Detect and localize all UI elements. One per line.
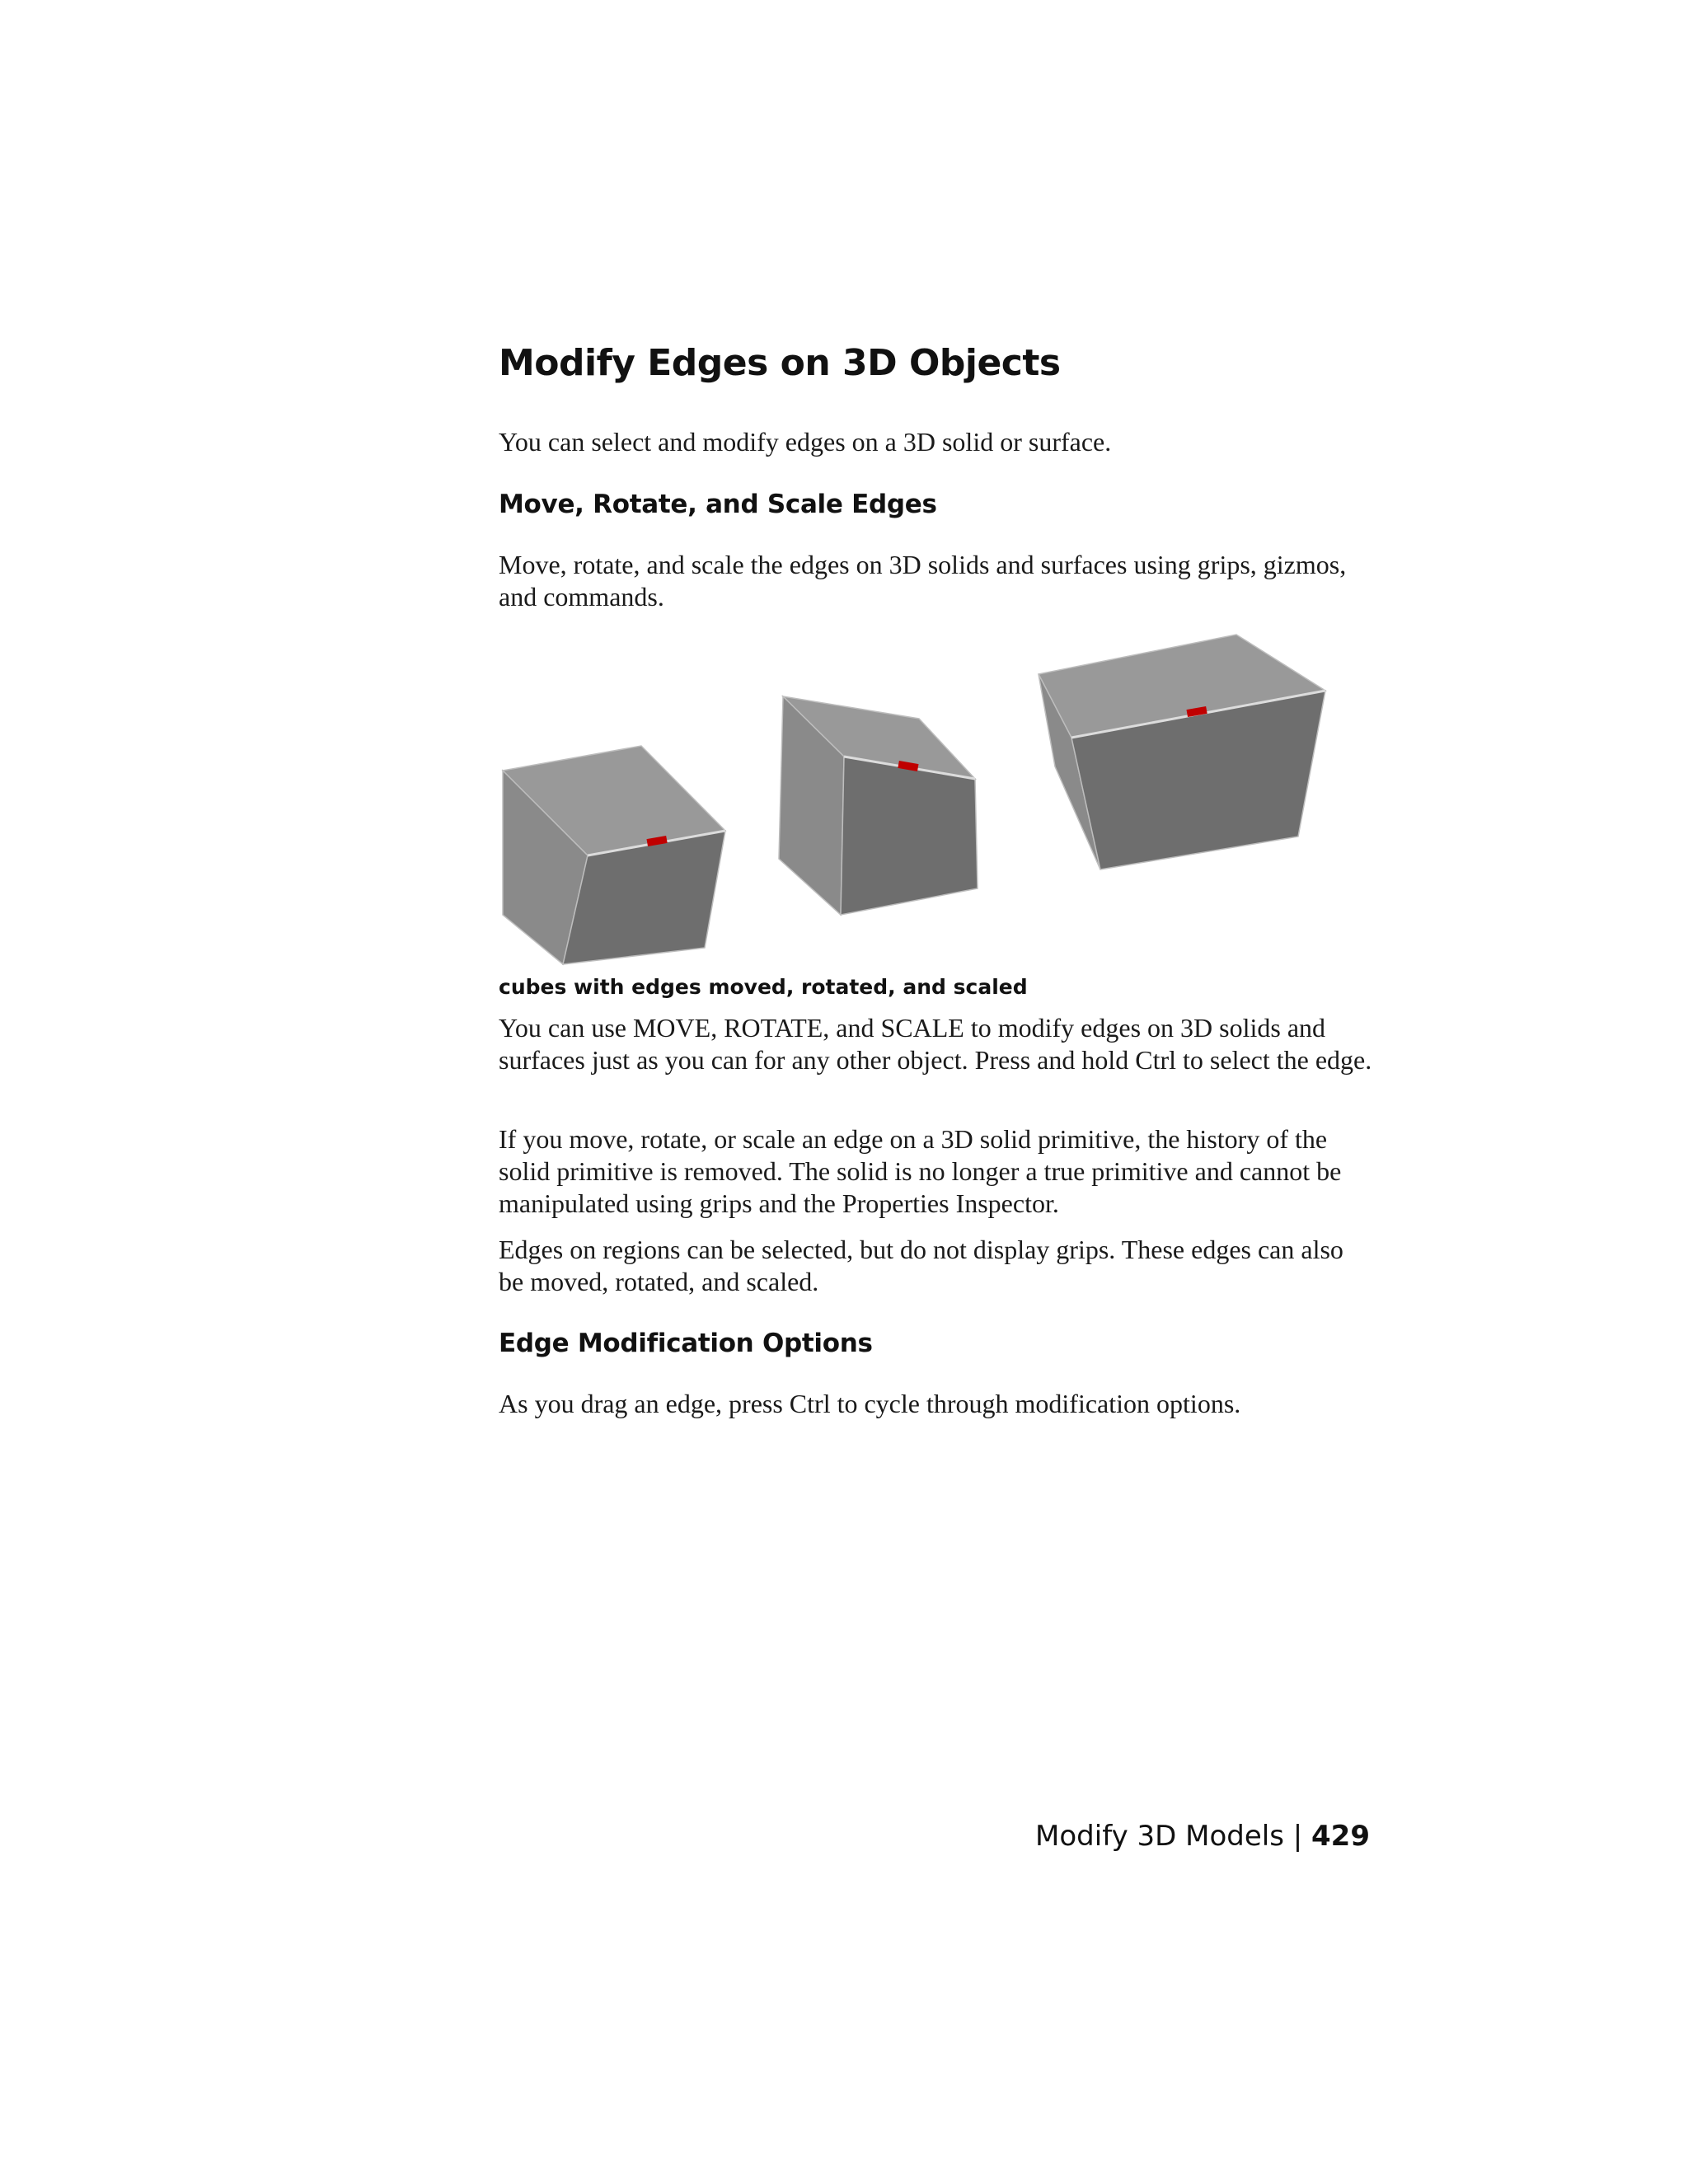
footer-chapter-title: Modify 3D Models |	[1035, 1820, 1303, 1853]
section-heading-edge-modification-options: Edge Modification Options	[499, 1329, 873, 1358]
section1-paragraph: Move, rotate, and scale the edges on 3D solids and surfaces using grips, gizmos, and commands.	[499, 550, 1347, 612]
section2-paragraph: As you drag an edge, press Ctrl to cycle through modification options.	[499, 1389, 1241, 1418]
page-number: 429	[1311, 1820, 1370, 1853]
cube-moved-edge	[503, 746, 725, 964]
cube-scaled-edge	[1039, 635, 1325, 869]
intro-paragraph: You can select and modify edges on a 3D solid or surface.	[499, 427, 1112, 457]
page-footer	[989, 1820, 1370, 1853]
cube-rotated-edge	[779, 696, 978, 915]
cube2-front-face	[841, 757, 978, 915]
figure-caption: cubes with edges moved, rotated, and scaled	[499, 975, 1028, 999]
page-title: Modify Edges on 3D Objects	[499, 342, 1061, 384]
section-heading-move-rotate-scale: Move, Rotate, and Scale Edges	[499, 490, 937, 519]
paragraph-history-removed: If you move, rotate, or scale an edge on a 3D solid primitive, the history of the solid primitive is removed. The solid is no longer a true primitive and cannot be manipulated using grips and the Properties Inspector.	[499, 1124, 1342, 1218]
paragraph-regions: Edges on regions can be selected, but do not display grips. These edges can also be moved, rotated, and scaled.	[499, 1235, 1343, 1296]
paragraph-move-rotate-scale: You can use MOVE, ROTATE, and SCALE to modify edges on 3D solids and surfaces just as you can for any other object. Press and hold Ctrl to select the edge.	[499, 1013, 1372, 1075]
cubes-figure	[495, 626, 1335, 972]
